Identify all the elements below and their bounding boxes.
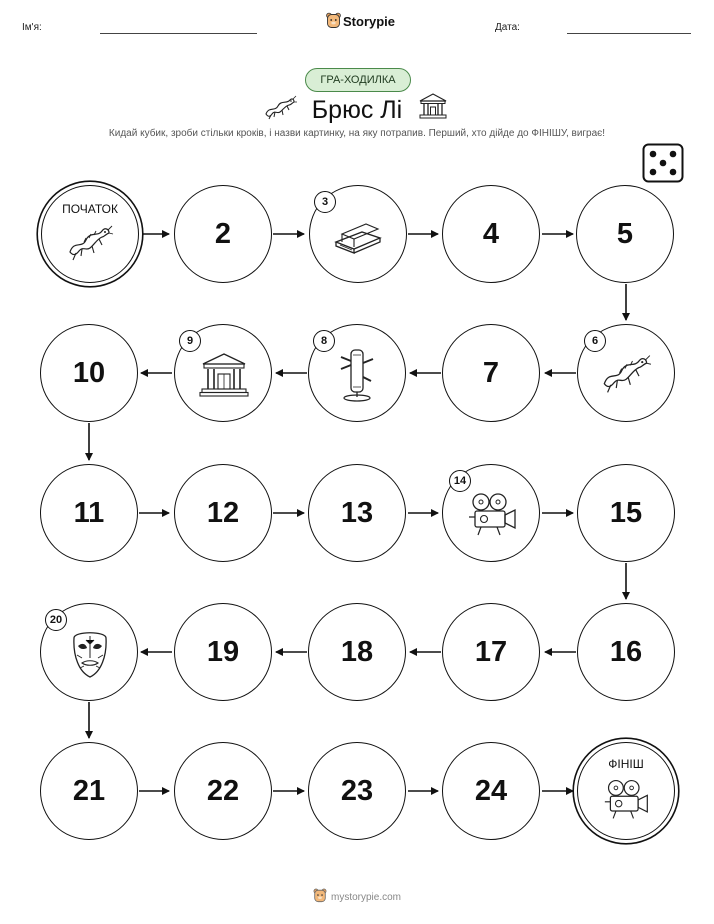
cell-number: 24 bbox=[474, 774, 508, 807]
opera-mask-icon bbox=[70, 628, 110, 680]
finish-label: ФІНІШ bbox=[608, 757, 644, 771]
cell-number: 11 bbox=[73, 496, 105, 529]
board-cell bbox=[174, 742, 272, 840]
temple-icon bbox=[199, 351, 249, 399]
footer bbox=[0, 888, 714, 903]
cell-number-badge: 20 bbox=[45, 609, 67, 631]
start-cell bbox=[41, 185, 139, 283]
page-title: Брюс Лі bbox=[311, 96, 403, 124]
cell-number-badge: 8 bbox=[313, 330, 335, 352]
cell-number: 15 bbox=[609, 496, 643, 529]
brand-name: Storypie bbox=[343, 14, 396, 29]
cell-number: 10 bbox=[72, 356, 106, 389]
board-cell bbox=[576, 185, 674, 283]
board-cell bbox=[442, 603, 540, 701]
board-cell bbox=[308, 603, 406, 701]
cell-number-badge: 3 bbox=[314, 191, 336, 213]
board-cell bbox=[577, 603, 675, 701]
footer-url: mystorypie.com bbox=[330, 892, 401, 903]
cell-number: 4 bbox=[482, 217, 500, 250]
cell-number: 22 bbox=[206, 774, 240, 807]
date-label: Дата: bbox=[495, 22, 520, 33]
cell-number: 12 bbox=[206, 496, 240, 529]
start-label: ПОЧАТОК bbox=[62, 202, 118, 216]
cell-number: 7 bbox=[482, 356, 500, 389]
board-cell bbox=[174, 603, 272, 701]
cell-number: 19 bbox=[206, 635, 240, 668]
board-cell bbox=[442, 324, 540, 422]
cell-number: 2 bbox=[214, 217, 232, 250]
cell-number: 23 bbox=[340, 774, 374, 807]
bear-icon bbox=[313, 888, 327, 903]
dragon-icon bbox=[66, 222, 114, 264]
board-cell bbox=[308, 464, 406, 562]
cell-number: 18 bbox=[340, 635, 374, 668]
dragon-icon bbox=[600, 351, 652, 397]
game-type-badge: ГРА-ХОДИЛКА bbox=[305, 68, 411, 92]
film-camera-icon bbox=[467, 491, 519, 537]
board-cell bbox=[308, 742, 406, 840]
instructions: Кидай кубик, зроби стільки кроків, і назви картинку, на яку потрапив. Перший, хто дійде до ФІНІШУ, виграє! bbox=[108, 128, 606, 139]
cell-number: 21 bbox=[72, 774, 106, 807]
cell-number: 17 bbox=[474, 635, 508, 668]
board-cell bbox=[577, 464, 675, 562]
name-label: Ім'я: bbox=[22, 22, 42, 33]
cell-number: 16 bbox=[609, 635, 643, 668]
cell-number-badge: 9 bbox=[179, 330, 201, 352]
board-cell bbox=[442, 742, 540, 840]
board-cell bbox=[40, 324, 138, 422]
cell-number: 13 bbox=[340, 496, 374, 529]
cell-number-badge: 14 bbox=[449, 470, 471, 492]
film-camera-icon bbox=[603, 777, 651, 821]
board-cell bbox=[174, 185, 272, 283]
cell-number-badge: 6 bbox=[584, 330, 606, 352]
board-cell bbox=[40, 742, 138, 840]
board-cell bbox=[442, 185, 540, 283]
board-cell bbox=[40, 464, 138, 562]
finish-cell bbox=[577, 742, 675, 840]
board-cell bbox=[174, 464, 272, 562]
cell-number: 5 bbox=[616, 217, 634, 250]
book-icon bbox=[332, 212, 384, 256]
wooden-dummy-icon bbox=[337, 347, 377, 403]
